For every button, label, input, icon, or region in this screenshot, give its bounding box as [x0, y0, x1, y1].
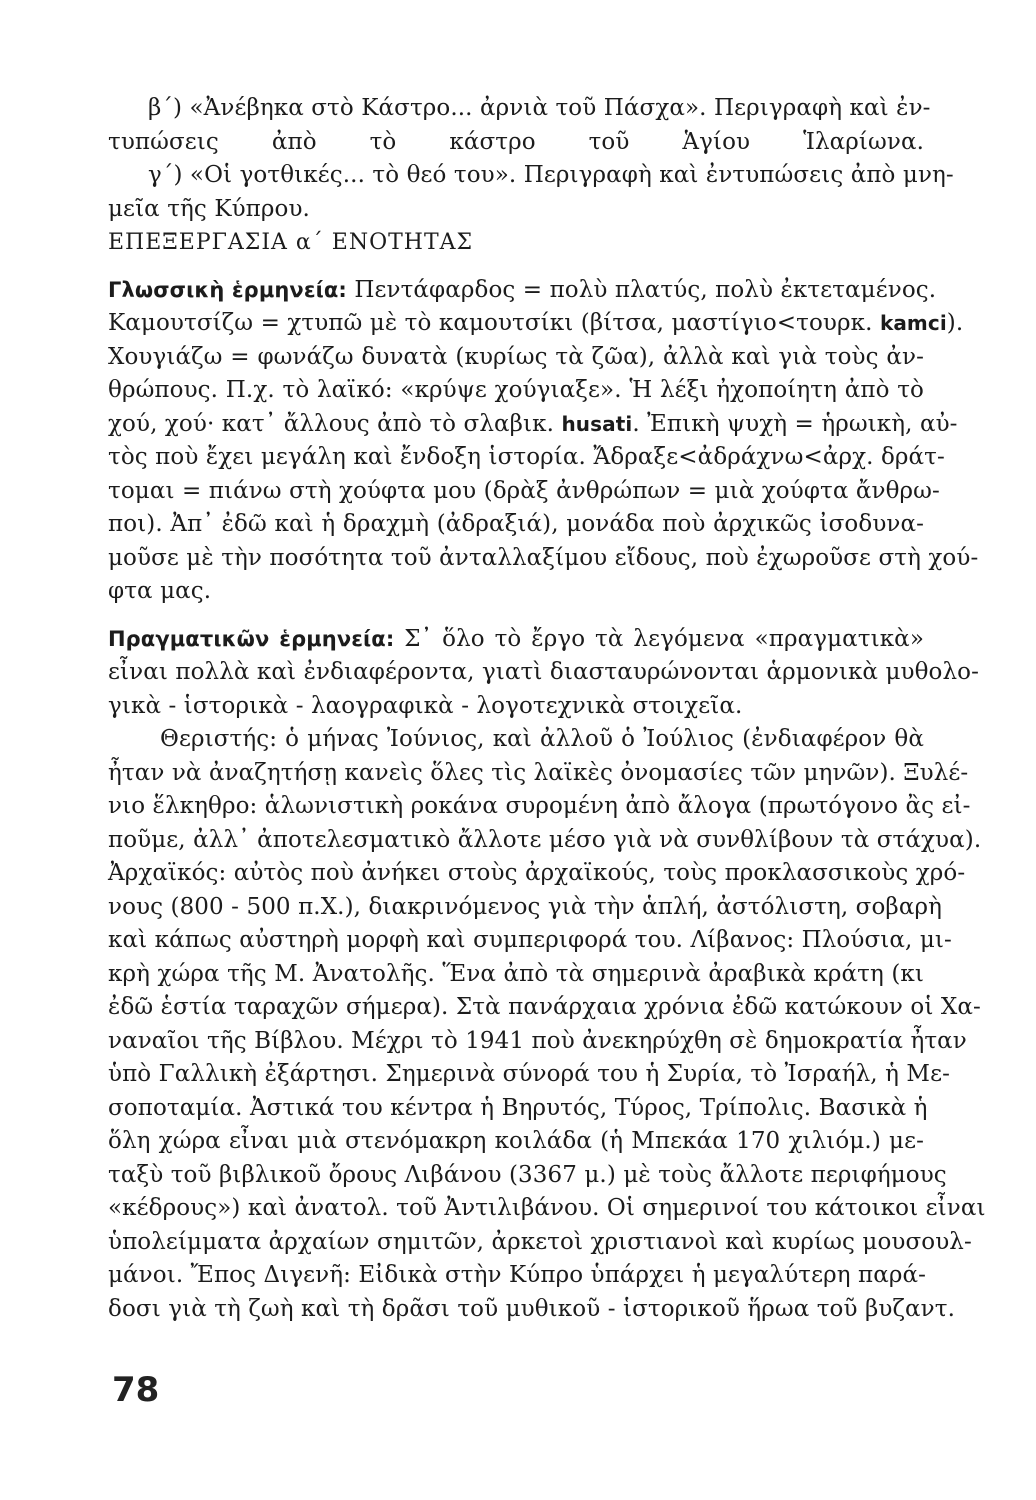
section1-line2-pre: Καμουτσίζω = χτυπῶ μὲ τὸ καμουτσίκι (βίτσα, μαστίγιο<τουρκ.: [108, 310, 880, 336]
section1-line5-post: . Ἐπικὴ ψυχὴ = ἡρωικὴ, αὐ-: [632, 410, 958, 437]
section1-line: Χουγιάζω = φωνάζω δυνατὰ (κυρίως τὰ ζῶα), ἀλλὰ καὶ γιὰ τοὺς ἀν-: [108, 343, 924, 370]
section1-line: [108, 408, 958, 442]
section2-para-line: καὶ κάπως αὐστηρὴ μορφὴ καὶ συμπεριφορά του. Λίβανος: Πλούσια, μι-: [108, 927, 952, 953]
section2-para-line: ποῦμε, ἀλλ᾽ ἀποτελεσματικὸ ἄλλοτε μέσο γιὰ νὰ συνθλίβουν τὰ στάχυα).: [108, 826, 982, 853]
section2-term: Πραγματικῶν ἑρμηνεία:: [108, 626, 395, 651]
section1-line: μοῦσε μὲ τὴν ποσότητα τοῦ ἀνταλλαξίμου εἴδους, ποὺ ἐχωροῦσε στὴ χού-: [108, 544, 979, 571]
section1-line: τομαι = πιάνω στὴ χούφτα μου (δρὰξ ἀνθρώπων = μιὰ χούφτα ἄνθρω-: [108, 477, 940, 504]
section1-first-line: [108, 274, 937, 308]
section2-para-line: ταξὺ τοῦ βιβλικοῦ ὄρους Λιβάνου (3367 μ.) μὲ τοὺς ἄλλοτε περιφήμους: [108, 1161, 947, 1188]
section2-para-line: κρὴ χώρα τῆς Μ. Ἀνατολῆς. Ἕνα ἀπὸ τὰ σημερινὰ ἀραβικὰ κράτη (κι: [108, 960, 924, 987]
section1-line5-pre: χού, χού· κατ᾽ ἄλλους ἀπὸ τὸ σλαβικ.: [108, 410, 562, 437]
page-number: 78: [112, 1370, 160, 1410]
section1-term: Γλωσσικὴ ἑρμηνεία:: [108, 277, 347, 302]
section2-para-line: ἦταν νὰ ἀναζητήσῃ κανεὶς ὅλες τὶς λαϊκὲς ὀνομασίες τῶν μηνῶν). Ξυλέ-: [108, 759, 969, 786]
section1-line: τὸς ποὺ ἔχει μεγάλη καὶ ἔνδοξη ἱστορία. Ἄδραξε<ἀδράχνω<ἀρχ. δράτ-: [108, 444, 945, 470]
section2-para-line: ὑπολείμματα ἀρχαίων σημιτῶν, ἀρκετοὶ χριστιανοὶ καὶ κυρίως μουσουλ-: [108, 1228, 972, 1255]
intro-line: μεῖα τῆς Κύπρου.: [108, 195, 310, 222]
section1-first-text: Πεντάφαρδος = πολὺ πλατύς, πολὺ ἐκτεταμένος.: [346, 276, 937, 303]
section2-para-line: νους (800 - 500 π.Χ.), διακρινόμενος γιὰ τὴν ἁπλή, ἀστόλιστη, σοβαρὴ: [108, 893, 942, 920]
section2-first-line: [108, 623, 924, 657]
section2-para-line: νιο ἕλκηθρο: ἁλωνιστικὴ ροκάνα συρομένη ἀπὸ ἄλογα (πρωτόγονο ἂς εἰ-: [108, 793, 971, 819]
section2-para-line: ὑπὸ Γαλλικὴ ἐξάρτησι. Σημερινὰ σύνορά του ἡ Συρία, τὸ Ἰσραήλ, ἡ Με-: [108, 1061, 950, 1087]
page-body: [108, 92, 986, 1326]
intro-line: τυπώσεις ἀπὸ τὸ κάστρο τοῦ Ἁγίου Ἱλαρίωνα.: [108, 128, 924, 155]
section2-para-line: «κέδρους») καὶ ἀνατολ. τοῦ Ἀντιλιβάνου. Οἱ σημερινοί του κάτοικοι εἶναι: [108, 1195, 986, 1221]
section2-para-line: σοποταμία. Ἀστικά του κέντρα ἡ Βηρυτός, Τύρος, Τρίπολις. Βασικὰ ἡ: [108, 1094, 928, 1121]
section2-para-line: μάνοι. Ἔπος Διγενῆ: Εἰδικὰ στὴν Κύπρο ὑπάρχει ἡ μεγαλύτερη παρά-: [108, 1262, 927, 1288]
intro-line: β΄) «Ἀνέβηκα στὸ Κάστρο... ἀρνιὰ τοῦ Πάσχα». Περιγραφὴ καὶ ἐν-: [148, 95, 931, 121]
section1-line: ποι). Ἀπ᾽ ἐδῶ καὶ ἡ δραχμὴ (ἀδραξιά), μονάδα ποὺ ἀρχικῶς ἰσοδυνα-: [108, 511, 924, 537]
section1-line: φτα μας.: [108, 578, 212, 604]
section1-line5-bold: husati: [561, 411, 633, 436]
section2-para-line: δοσι γιὰ τὴ ζωὴ καὶ τὴ δρᾶσι τοῦ μυθικοῦ - ἱστορικοῦ ἥρωα τοῦ βυζαντ.: [108, 1295, 955, 1322]
section1-line2-post: ).: [946, 310, 964, 336]
section-heading: ΕΠΕΞΕΡΓΑΣΙΑ α΄ ΕΝΟΤΗΤΑΣ: [108, 230, 474, 255]
section1-line2-bold: kamci: [879, 311, 947, 335]
section1-line: θρώπους. Π.χ. τὸ λαϊκό: «κρύψε χούγιαξε». Ἡ λέξι ἠχοποίητη ἀπὸ τὸ: [108, 377, 924, 403]
intro-line: γ΄) «Οἱ γοτθικές... τὸ θεό του». Περιγραφὴ καὶ ἐντυπώσεις ἀπὸ μνη-: [148, 162, 954, 188]
section2-line: γικὰ - ἱστορικὰ - λαογραφικὰ - λογοτεχνικὰ στοιχεῖα.: [108, 692, 743, 719]
section1-line: [108, 307, 964, 341]
section2-line: εἶναι πολλὰ καὶ ἐνδιαφέροντα, γιατὶ διασταυρώνονται ἁρμονικὰ μυθολο-: [108, 659, 979, 685]
section2-para-line: ναναῖοι τῆς Βίβλου. Μέχρι τὸ 1941 ποὺ ἀνεκηρύχθη σὲ δημοκρατία ἦταν: [108, 1027, 967, 1054]
section2-para-line: ὅλη χώρα εἶναι μιὰ στενόμακρη κοιλάδα (ἡ Μπεκάα 170 χιλιόμ.) με-: [108, 1128, 924, 1154]
section2-para-line: Θεριστής: ὁ μήνας Ἰούνιος, καὶ ἀλλοῦ ὁ Ἰούλιος (ἐνδιαφέρον θὰ: [160, 726, 924, 752]
section2-first-text: Σ᾽ ὅλο τὸ ἔργο τὰ λεγόμενα «πραγματικὰ»: [394, 625, 924, 652]
section2-para-line: Ἀρχαϊκός: αὐτὸς ποὺ ἀνήκει στοὺς ἀρχαϊκούς, τοὺς προκλασσικοὺς χρό-: [108, 860, 966, 886]
section2-para-line: ἐδῶ ἑστία ταραχῶν σήμερα). Στὰ πανάρχαια χρόνια ἐδῶ κατώκουν οἱ Χα-: [108, 994, 981, 1020]
